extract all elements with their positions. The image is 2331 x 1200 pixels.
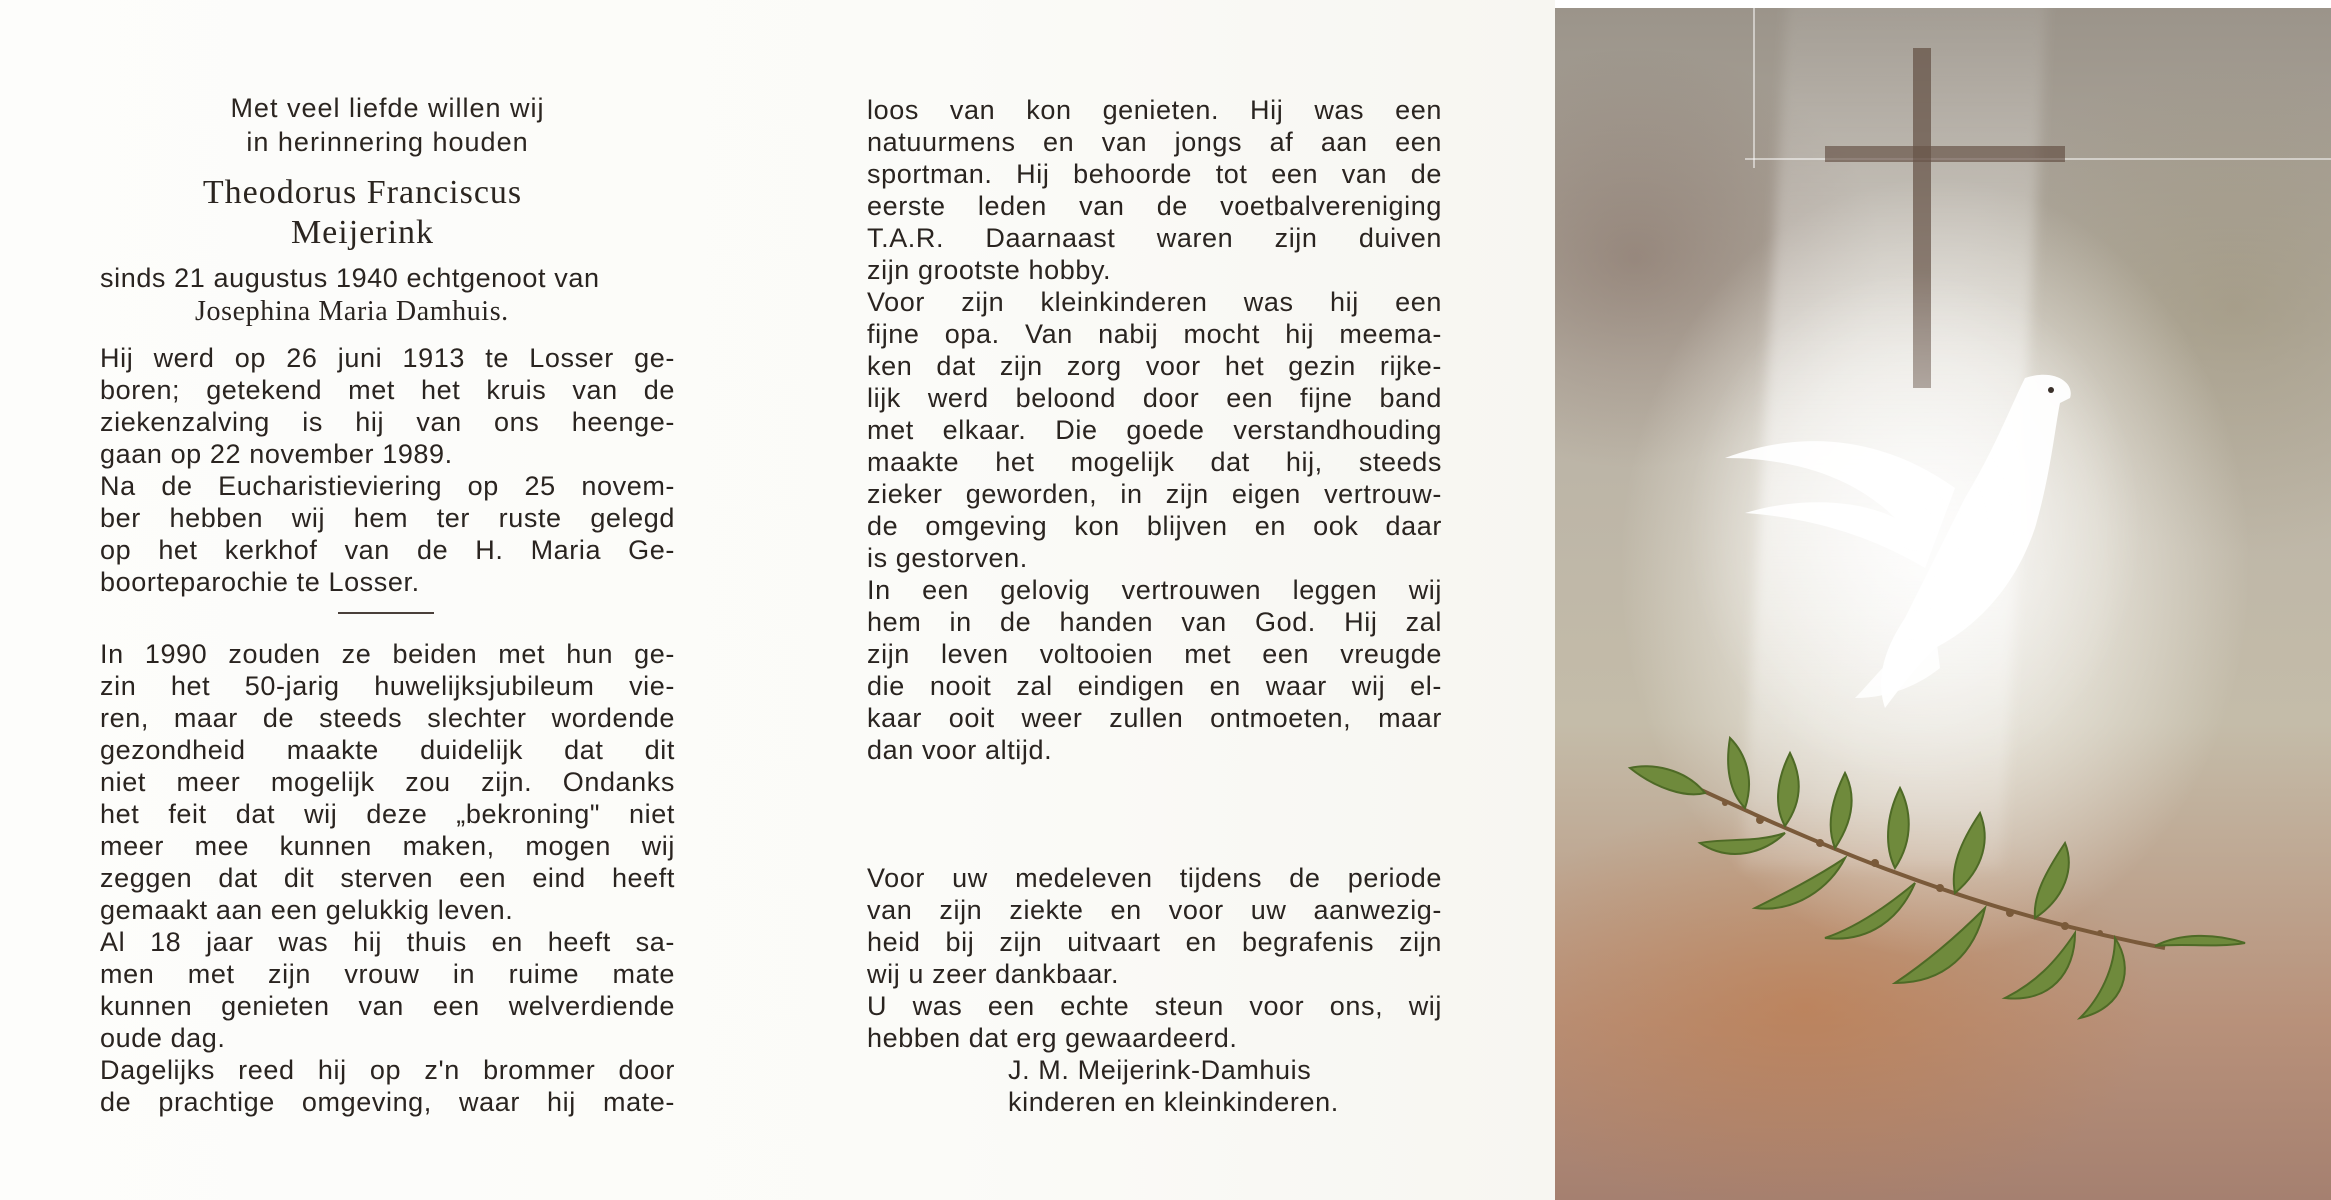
deceased-name-line-1: Theodorus Franciscus	[202, 174, 523, 211]
memorial-artwork	[1555, 8, 2331, 1200]
text-line: gezondheid maakte duidelijk dat dit	[100, 735, 675, 765]
deceased-name-line-2: Meijerink	[290, 214, 435, 251]
text-line: boorteparochie te Losser.	[100, 567, 420, 597]
text-line: In een gelovig vertrouwen leggen wij	[867, 575, 1442, 605]
text-line: loos van kon genieten. Hij was een	[867, 95, 1442, 125]
artwork-svg	[1555, 8, 2331, 1200]
right-paragraph-1	[867, 94, 1442, 766]
text-line: U was een echte steun voor ons, wij	[867, 991, 1442, 1021]
text-line: T.A.R. Daarnaast waren zijn duiven	[867, 223, 1442, 253]
text-line: boren; getekend met het kruis van de	[100, 375, 675, 405]
text-line: heid bij zijn uitvaart en begrafenis zijn	[867, 927, 1442, 957]
signature-block	[1008, 1054, 1458, 1118]
text-line: ren, maar de steeds slechter wordende	[100, 703, 675, 733]
text-line: Al 18 jaar was hij thuis en heeft sa-	[100, 927, 675, 957]
signature-line-1: J. M. Meijerink-Damhuis	[1008, 1055, 1312, 1085]
text-line: sportman. Hij behoorde tot een van de	[867, 159, 1442, 189]
text-line: lijk werd beloond door een fijne band	[867, 383, 1442, 413]
text-line: meer mee kunnen maken, mogen wij	[100, 831, 675, 861]
text-line: niet meer mogelijk zou zijn. Ondanks	[100, 767, 675, 797]
text-line: ziekenzalving is hij van ons heenge-	[100, 407, 675, 437]
separator-line	[338, 612, 434, 614]
text-line: gemaakt aan een gelukkig leven.	[100, 895, 514, 925]
intro-line-1: Met veel liefde willen wij	[230, 93, 545, 123]
intro-line-2: in herinnering houden	[246, 127, 529, 157]
text-line: kunnen genieten van een welverdiende	[100, 991, 675, 1021]
text-line: zijn grootste hobby.	[867, 255, 1112, 285]
text-line: die nooit zal eindigen en waar wij el-	[867, 671, 1442, 701]
text-line: op het kerkhof van de H. Maria Ge-	[100, 535, 675, 565]
text-line: zijn leven voltooien met een vreugde	[867, 639, 1442, 669]
text-line: Dagelijks reed hij op z'n brommer door	[100, 1055, 675, 1085]
thanks-paragraph	[867, 862, 1442, 1054]
text-line: eerste leden van de voetbalvereniging	[867, 191, 1442, 221]
text-line: hebben dat erg gewaardeerd.	[867, 1023, 1238, 1053]
text-line: natuurmens en van jongs af aan een	[867, 127, 1442, 157]
text-line: In 1990 zouden ze beiden met hun ge-	[100, 639, 675, 669]
spouse-line	[100, 262, 675, 294]
text-line: het feit dat wij deze „bekroning" niet	[100, 799, 675, 829]
text-line: Hij werd op 26 juni 1913 te Losser ge-	[100, 343, 675, 373]
text-line: hem in de handen van God. Hij zal	[867, 607, 1442, 637]
text-line: fijne opa. Van nabij mocht hij meema-	[867, 319, 1442, 349]
text-line: de omgeving kon blijven en ook daar	[867, 511, 1442, 541]
text-line: oude dag.	[100, 1023, 226, 1053]
text-line: wij u zeer dankbaar.	[867, 959, 1120, 989]
text-line: is gestorven.	[867, 543, 1028, 573]
text-line: de prachtige omgeving, waar hij mate-	[100, 1087, 675, 1117]
spouse-name: Josephina Maria Damhuis.	[195, 296, 509, 327]
text-line: zin het 50-jarig huwelijksjubileum vie-	[100, 671, 675, 701]
text-line: zeggen dat dit sterven een eind heeft	[100, 863, 675, 893]
text-line: ber hebben wij hem ter ruste gelegd	[100, 503, 675, 533]
text-line: kaar ooit weer zullen ontmoeten, maar	[867, 703, 1442, 733]
text-line: Voor zijn kleinkinderen was hij een	[867, 287, 1442, 317]
text-line: gaan op 22 november 1989.	[100, 439, 453, 469]
spouse-text: sinds 21 augustus 1940 echtgenoot van	[100, 263, 600, 293]
text-line: dan voor altijd.	[867, 735, 1053, 765]
text-line: met elkaar. Die goede verstandhouding	[867, 415, 1442, 445]
text-line: ken dat zijn zorg voor het gezin rijke-	[867, 351, 1442, 381]
text-line: maakte het mogelijk dat hij, steeds	[867, 447, 1442, 477]
text-line: Na de Eucharistieviering op 25 novem-	[100, 471, 675, 501]
left-paragraph-2	[100, 638, 675, 1118]
signature-line-2: kinderen en kleinkinderen.	[1008, 1087, 1339, 1117]
left-paragraph-1	[100, 342, 675, 598]
text-line: van zijn ziekte en voor uw aanwezig-	[867, 895, 1442, 925]
text-line: men met zijn vrouw in ruime mate	[100, 959, 675, 989]
text-line: zieker geworden, in zijn eigen vertrouw-	[867, 479, 1442, 509]
text-line: Voor uw medeleven tijdens de periode	[867, 863, 1442, 893]
